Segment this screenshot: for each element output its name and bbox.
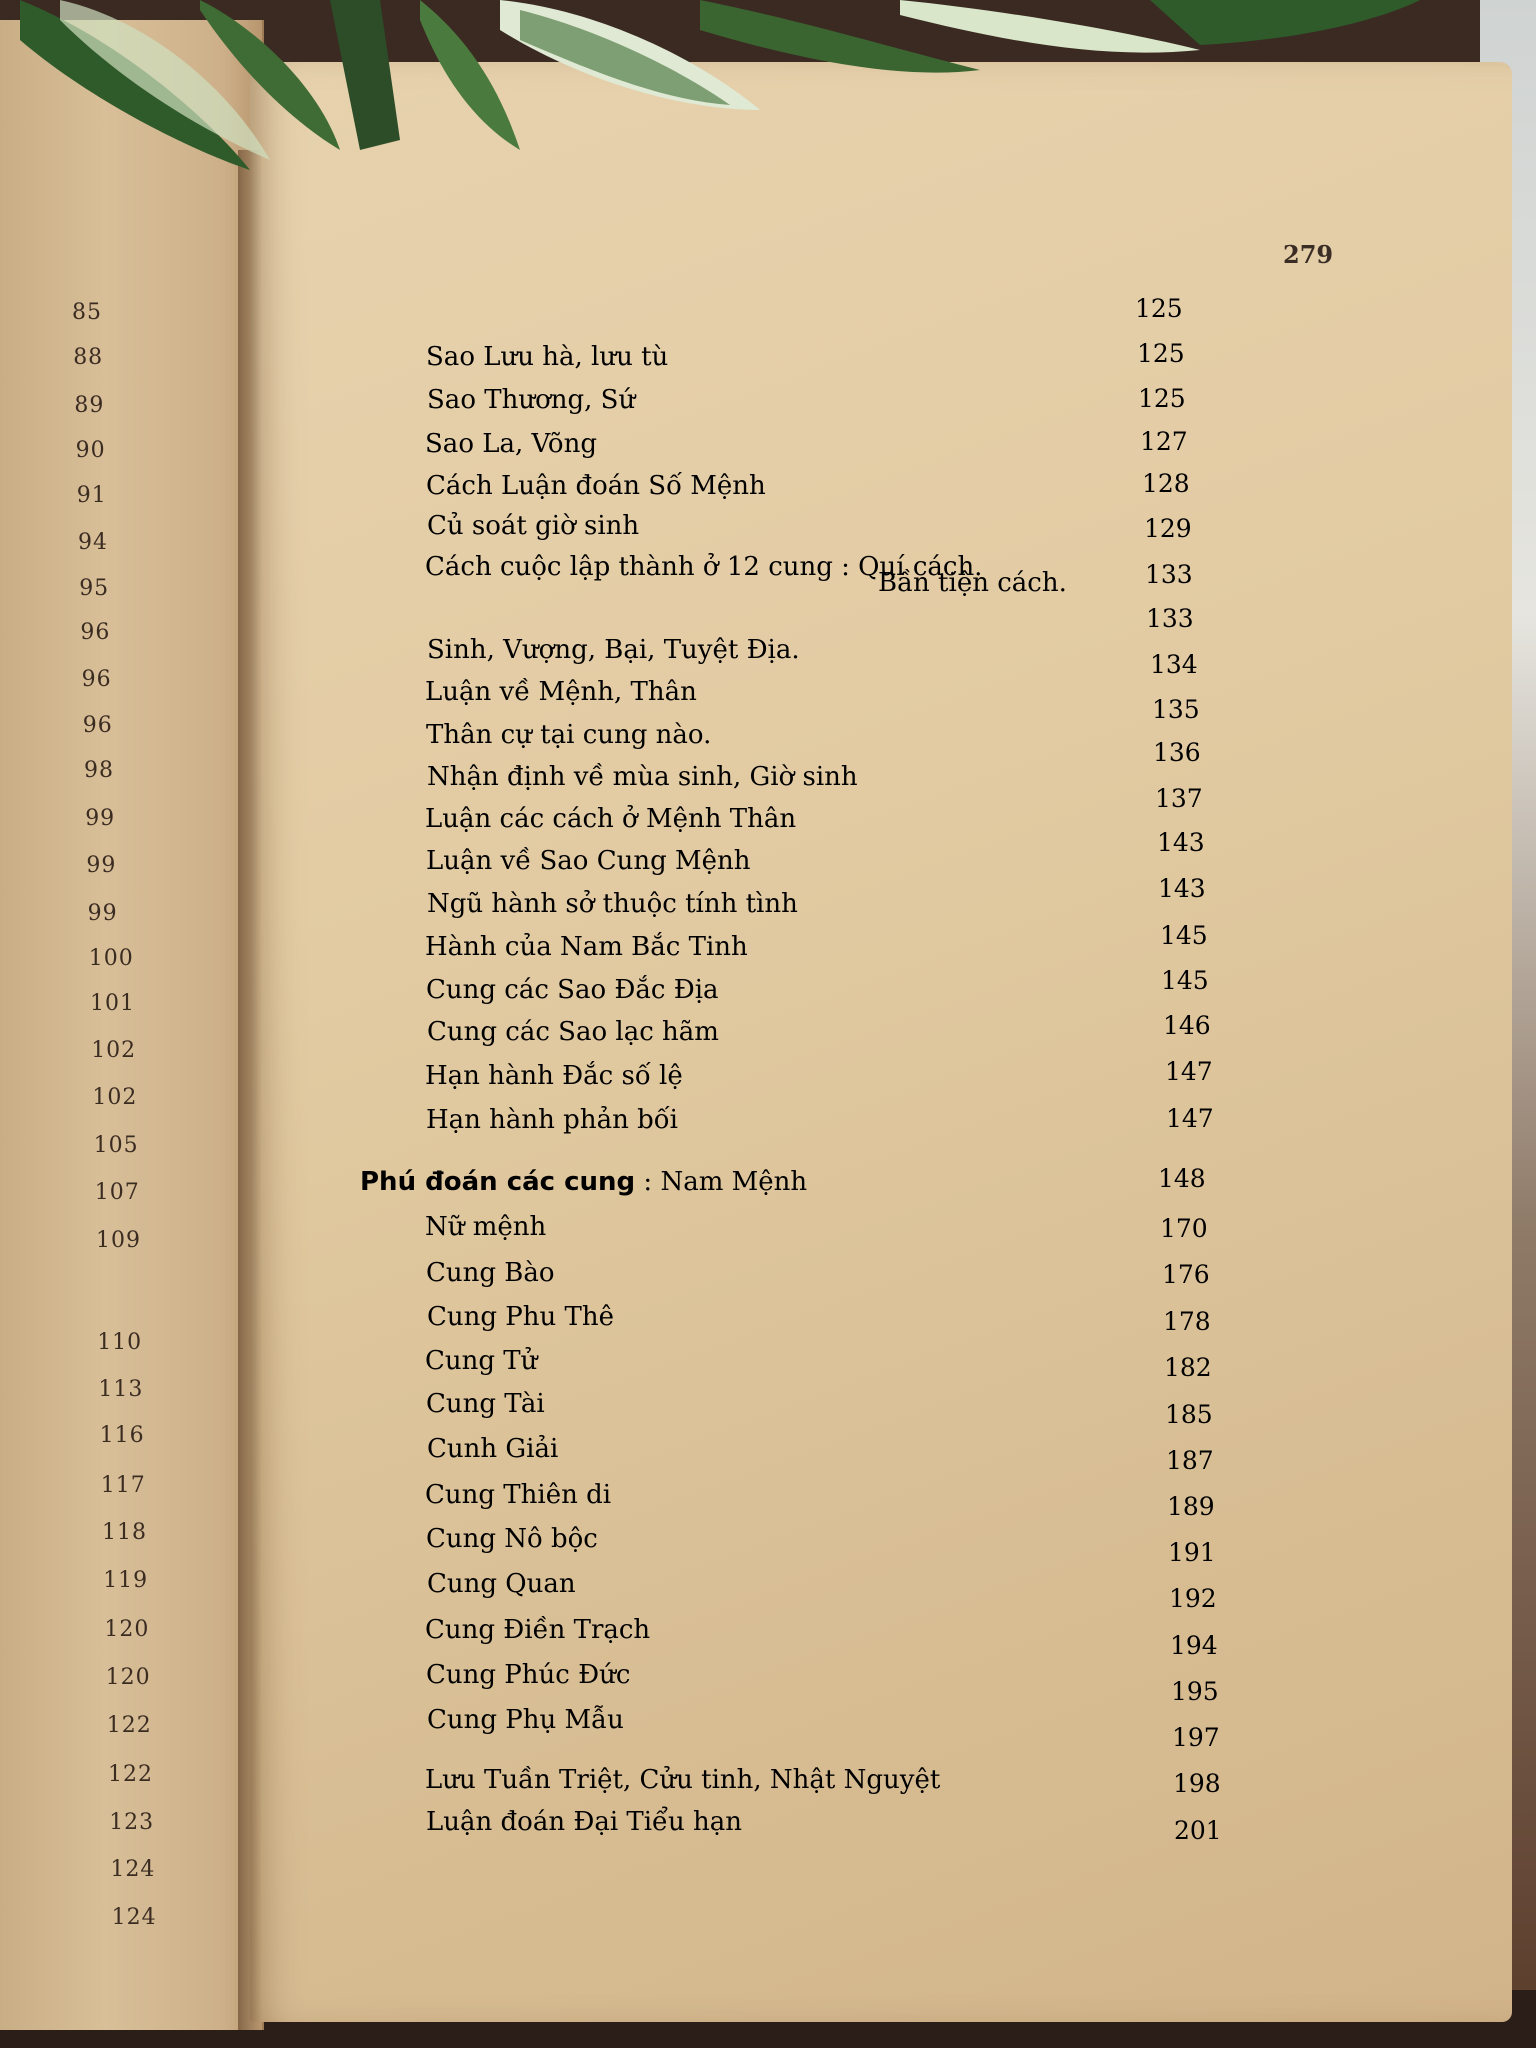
- toc-entry-title: Hành của Nam Bắc Tinh: [425, 932, 748, 962]
- left-page-number: 107: [94, 1180, 140, 1205]
- left-page-number: 91: [76, 483, 107, 508]
- toc-entry-page: 134: [1150, 650, 1198, 679]
- toc-entry-title: Cung các Sao Đắc Địa: [426, 975, 719, 1005]
- toc-entry-page: 148: [1158, 1164, 1206, 1193]
- toc-entry-title: Cung Thiên di: [425, 1480, 612, 1510]
- toc-entry-page: 136: [1153, 738, 1201, 767]
- toc-entry-page: 147: [1166, 1104, 1214, 1133]
- toc-entry-title: Hạn hành Đắc số lệ: [425, 1061, 683, 1091]
- left-page-number: 102: [91, 1038, 137, 1063]
- left-page-number: 95: [79, 576, 110, 601]
- left-page: [0, 20, 264, 2030]
- toc-heading-subtitle: : Nam Mệnh: [635, 1167, 808, 1197]
- toc-entry-page: 195: [1171, 1677, 1219, 1706]
- toc-entry-page: 185: [1165, 1400, 1213, 1429]
- toc-entry-page: 145: [1160, 921, 1208, 950]
- plant-leaves: [0, 0, 1536, 190]
- toc-entry-page: 145: [1161, 966, 1209, 995]
- left-page-number: 119: [103, 1568, 149, 1593]
- toc-entry-page: 133: [1145, 560, 1193, 589]
- left-page-number: 101: [90, 991, 135, 1016]
- left-page-number: 124: [110, 1857, 156, 1882]
- toc-entry-title: Luận về Sao Cung Mệnh: [426, 846, 751, 876]
- left-page-number: 99: [87, 901, 118, 926]
- left-page-number: 100: [88, 946, 134, 971]
- toc-entry-title: Cách cuộc lập thành ở 12 cung : Quí cách.: [425, 552, 983, 582]
- toc-entry-page: 143: [1157, 828, 1205, 857]
- toc-entry-title: Cunh Giải: [427, 1434, 559, 1464]
- toc-entry-page: 137: [1155, 784, 1203, 813]
- toc-entry-page: 125: [1135, 294, 1183, 323]
- toc-entry-page: 194: [1170, 1631, 1218, 1660]
- toc-entry-title: Sao Lưu hà, lưu tù: [426, 342, 669, 372]
- toc-entry-page: 191: [1168, 1538, 1216, 1567]
- toc-section-heading: [360, 1167, 807, 1197]
- toc-entry-page: 187: [1166, 1446, 1214, 1475]
- toc-entry-title: Cung Điền Trạch: [425, 1615, 651, 1645]
- toc-entry-title: Sao La, Võng: [425, 429, 597, 459]
- left-page-number: 109: [96, 1228, 141, 1253]
- toc-entry-page: 125: [1138, 384, 1186, 413]
- toc-entry-title: Cung Phúc Đức: [426, 1660, 631, 1690]
- toc-entry-title: Nhận định về mùa sinh, Giờ sinh: [427, 762, 858, 792]
- leaf: [900, 0, 1200, 53]
- toc-entry-title: Cung Phu Thê: [427, 1302, 615, 1332]
- page-number: 279: [1283, 240, 1334, 269]
- book-gutter: [238, 150, 262, 2030]
- toc-entry-page: 176: [1162, 1260, 1210, 1289]
- toc-entry-page: 125: [1137, 339, 1185, 368]
- left-page-number: 96: [80, 620, 111, 645]
- toc-entry-page: 146: [1163, 1011, 1211, 1040]
- left-page-number: 122: [106, 1713, 152, 1738]
- toc-entry-title: Cung Quan: [427, 1569, 576, 1599]
- left-page-number: 98: [84, 758, 114, 783]
- left-page-number: 94: [78, 530, 108, 555]
- toc-entry-page: 198: [1173, 1769, 1221, 1798]
- left-page-number: 99: [85, 806, 116, 831]
- toc-entry-title: Luận các cách ở Mệnh Thân: [425, 804, 797, 834]
- toc-entry-title: Sao Thương, Sứ: [427, 385, 636, 415]
- toc-entry-title: Cung Phụ Mẫu: [427, 1705, 624, 1735]
- left-page-number: 123: [109, 1810, 155, 1835]
- left-page-number: 124: [111, 1905, 157, 1930]
- toc-entry-page: 143: [1158, 874, 1206, 903]
- toc-entry-title: Nữ mệnh: [425, 1212, 547, 1242]
- toc-entry-title: Cung Tài: [426, 1389, 545, 1419]
- left-page-number: 122: [108, 1762, 153, 1787]
- toc-entry-title: Sinh, Vượng, Bại, Tuyệt Địa.: [427, 635, 800, 665]
- toc-entry-title: Luận đoán Đại Tiểu hạn: [426, 1807, 743, 1837]
- toc-entry-title: Cách Luận đoán Số Mệnh: [426, 471, 766, 501]
- toc-heading-label: Phú đoán các cung: [360, 1167, 636, 1197]
- toc-entry-page: 178: [1163, 1307, 1211, 1336]
- left-page-number: 117: [100, 1473, 146, 1498]
- toc-entry-title: Cung Nô bộc: [426, 1524, 598, 1554]
- left-page-number: 105: [93, 1133, 139, 1158]
- toc-entry-page: 182: [1164, 1353, 1212, 1382]
- leaf: [330, 0, 400, 150]
- left-page-number: 118: [102, 1520, 147, 1545]
- toc-entry-page: 147: [1165, 1057, 1213, 1086]
- left-page-number: 120: [105, 1665, 151, 1690]
- toc-entry-page: 127: [1140, 427, 1188, 456]
- left-page-number: 85: [72, 300, 102, 325]
- left-page-number: 89: [74, 393, 105, 418]
- toc-entry-page: 201: [1174, 1816, 1222, 1845]
- toc-entry-page: 135: [1152, 695, 1200, 724]
- left-page-number: 88: [73, 345, 104, 370]
- left-page-number: 90: [75, 438, 106, 463]
- left-page-number: 96: [81, 667, 112, 692]
- toc-entry-page: 133: [1146, 604, 1194, 633]
- toc-entry-title: Cung Tử: [425, 1346, 538, 1376]
- left-page-number: 99: [86, 853, 117, 878]
- toc-entry-page: 189: [1167, 1492, 1215, 1521]
- toc-entry-title: Lưu Tuần Triệt, Cửu tinh, Nhật Nguyệt: [425, 1765, 941, 1795]
- left-page-number: 113: [98, 1377, 144, 1402]
- toc-entry-page: 170: [1160, 1214, 1208, 1243]
- toc-entry-title: Ngũ hành sở thuộc tính tình: [427, 889, 798, 919]
- left-page-number: 110: [97, 1330, 143, 1355]
- toc-entry-title: Thân cự tại cung nào.: [426, 720, 712, 750]
- leaf: [1150, 0, 1420, 45]
- left-page-number: 96: [82, 713, 113, 738]
- toc-entry-title: Bần tiện cách.: [878, 568, 1067, 598]
- toc-entry-title: Luận về Mệnh, Thân: [425, 677, 697, 707]
- toc-entry-title: Cung Bào: [426, 1258, 555, 1288]
- toc-entry-title: Cung các Sao lạc hãm: [427, 1017, 719, 1047]
- toc-entry-page: 197: [1172, 1723, 1220, 1752]
- left-page-number: 102: [92, 1085, 138, 1110]
- left-page-number: 116: [99, 1423, 145, 1448]
- left-page-number: 120: [104, 1617, 150, 1642]
- toc-entry-page: 129: [1144, 514, 1192, 543]
- toc-entry-title: Củ soát giờ sinh: [427, 511, 640, 541]
- toc-entry-page: 128: [1142, 469, 1190, 498]
- toc-entry-page: 192: [1169, 1584, 1217, 1613]
- toc-entry-title: Hạn hành phản bối: [426, 1105, 678, 1135]
